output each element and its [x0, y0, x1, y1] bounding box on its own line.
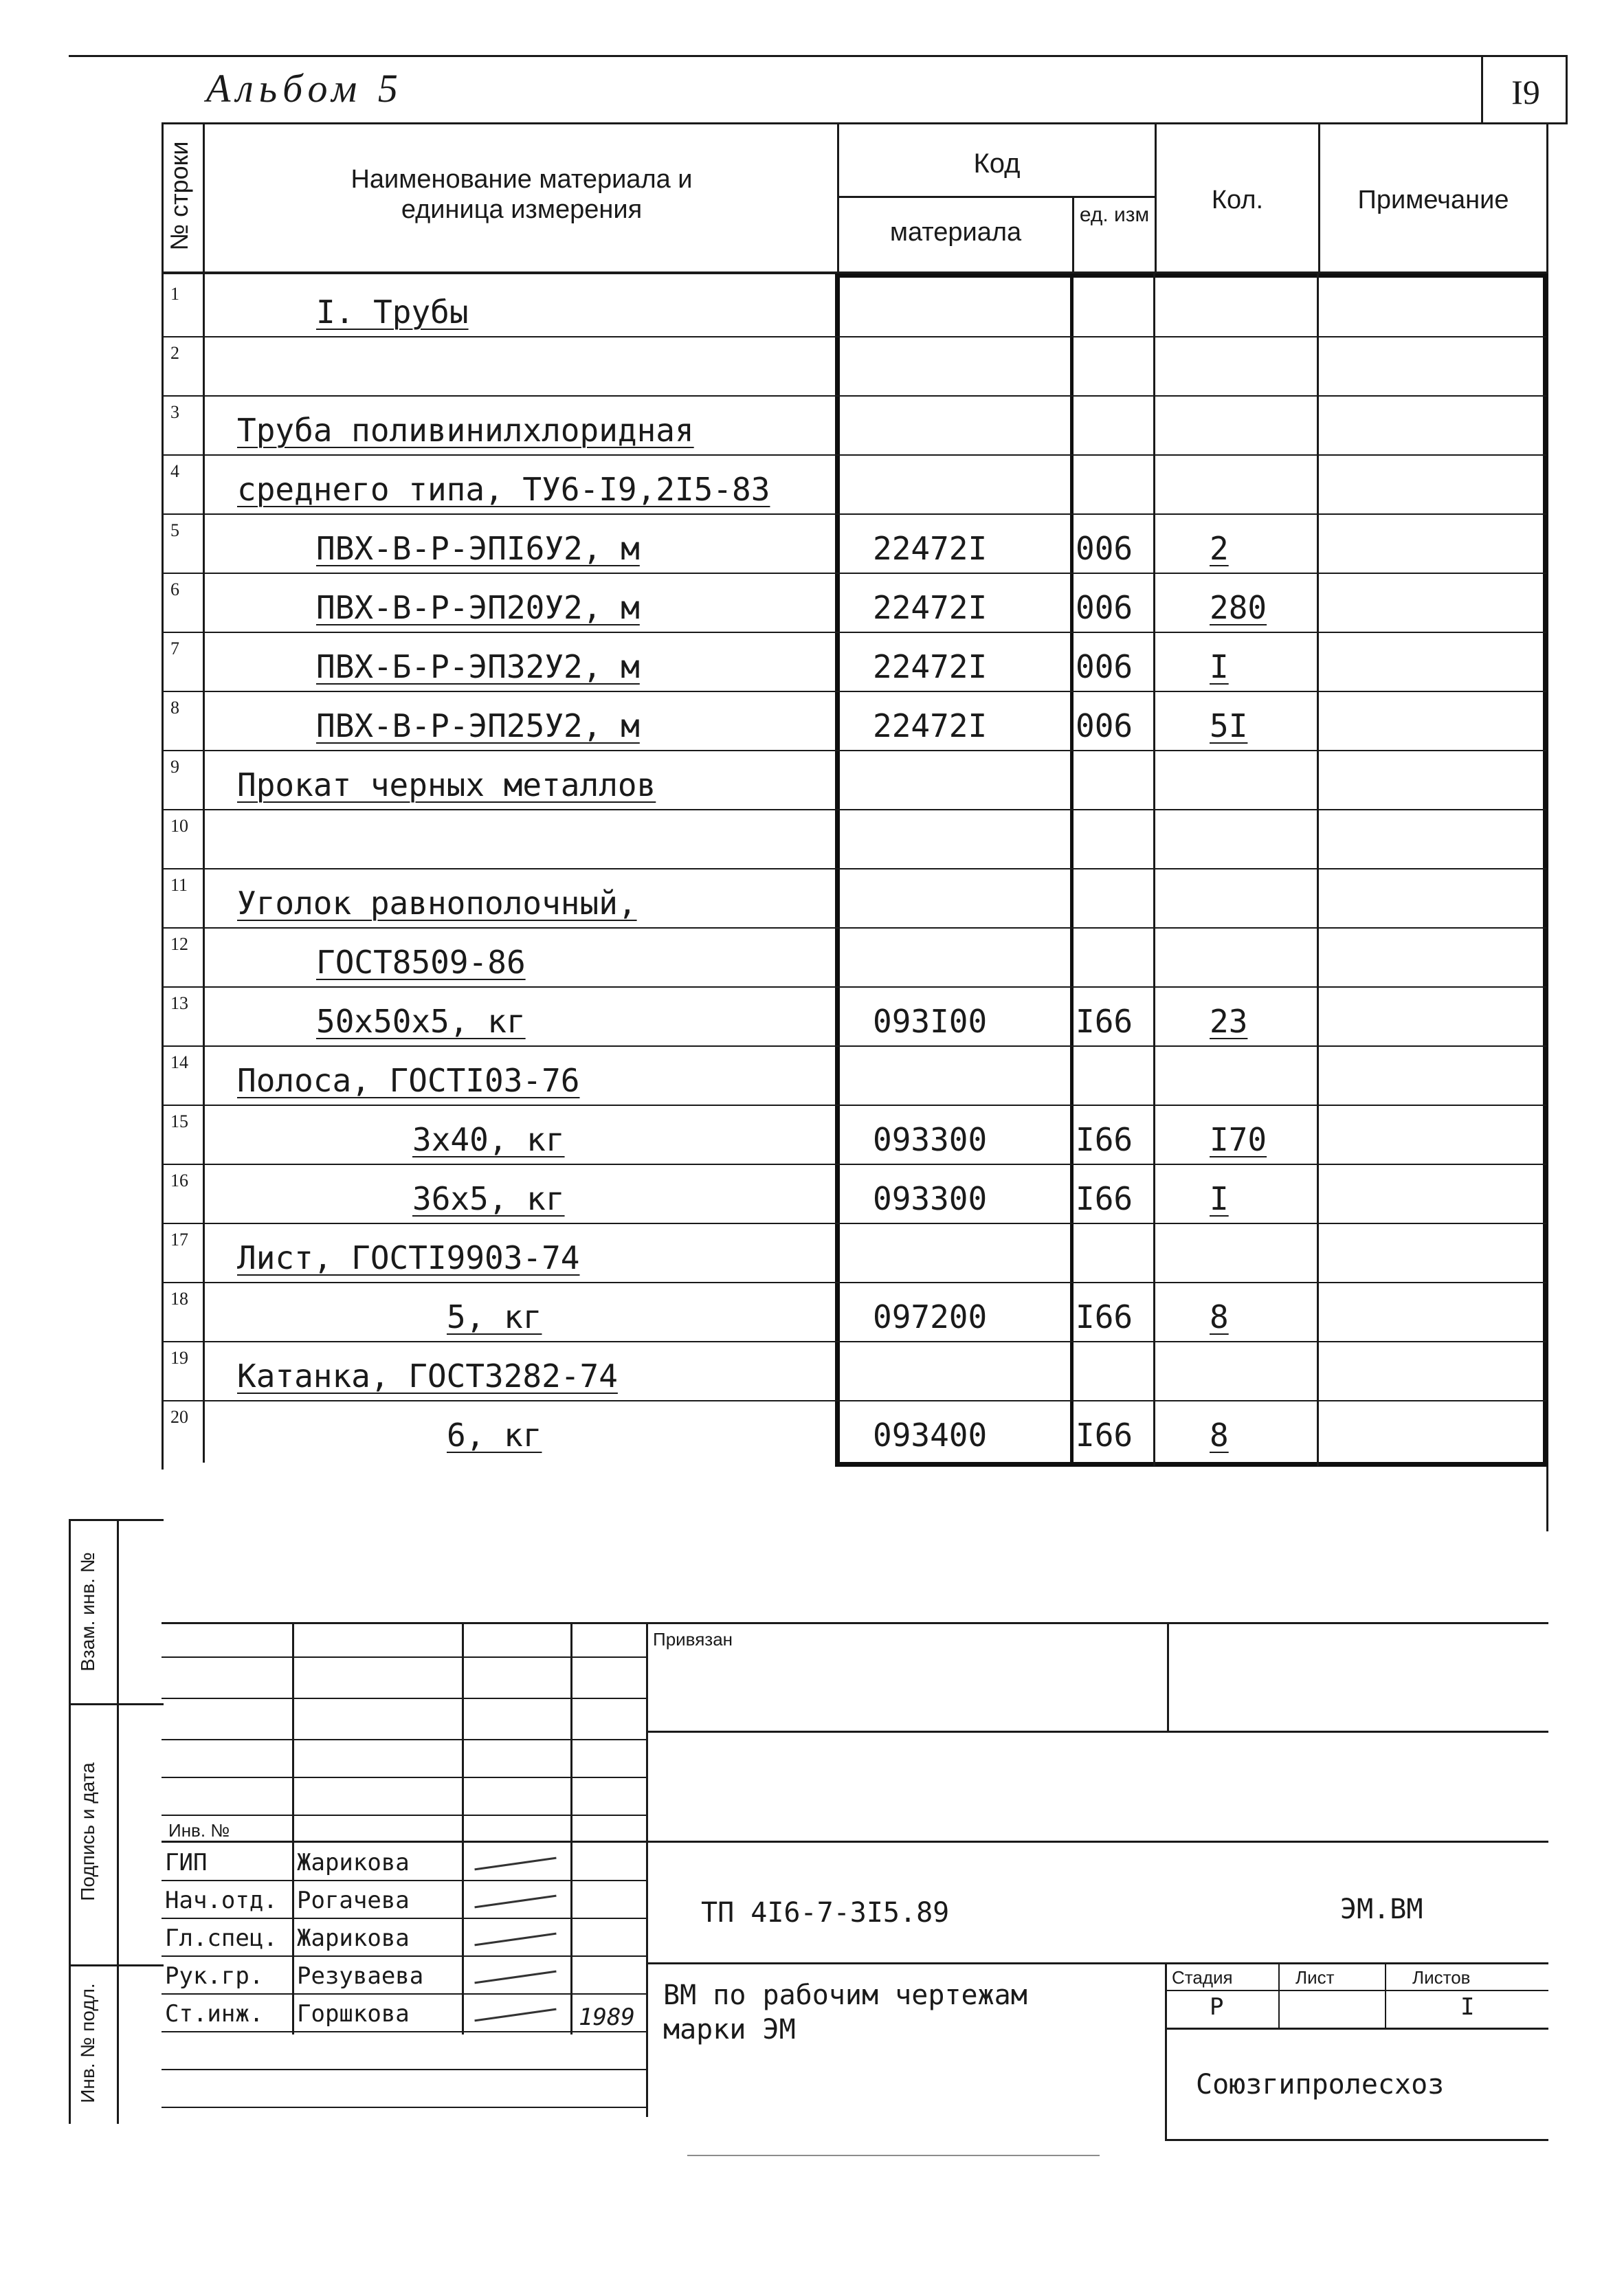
- header-name-line2: единица измерения: [401, 195, 643, 224]
- row-number: 7: [170, 639, 179, 658]
- header-code: Код: [973, 148, 1021, 179]
- quantity: 8: [1210, 1298, 1229, 1335]
- row-divider: [164, 986, 1546, 988]
- stamp-row-b: [162, 1918, 646, 1919]
- material-name: 6, кг: [447, 1417, 542, 1454]
- sheets-value: I: [1460, 1993, 1475, 2021]
- signature-mark: [474, 1895, 556, 1909]
- signer-name: Рогачева: [297, 1887, 410, 1914]
- row-divider: [164, 809, 1546, 810]
- stamp-row-a: [162, 1880, 646, 1881]
- stamp-vline-right: [1167, 1622, 1169, 1732]
- inv-no-label: Инв. №: [168, 1820, 230, 1841]
- row-number: 19: [170, 1348, 188, 1368]
- row-divider: [164, 632, 1546, 633]
- unit-code: I66: [1076, 1298, 1133, 1335]
- stamp-stage-row2: [1165, 2028, 1548, 2030]
- row-number: 20: [170, 1407, 188, 1427]
- material-name: I. Трубы: [316, 293, 469, 331]
- row-divider: [164, 395, 1546, 397]
- material-name: 36x5, кг: [412, 1180, 565, 1217]
- stamp-privyazan-bottom: [646, 1731, 1548, 1733]
- material-name: ГОСТ8509-86: [316, 944, 526, 981]
- unit-code: I66: [1076, 1417, 1133, 1454]
- quantity: 8: [1210, 1417, 1229, 1454]
- quantity: I: [1210, 1180, 1229, 1217]
- unit-code: 006: [1076, 648, 1133, 685]
- quantity: I70: [1210, 1121, 1267, 1158]
- rownum-col-border: [203, 122, 205, 1463]
- row-number: 9: [170, 757, 179, 777]
- row-number: 1: [170, 284, 179, 304]
- row-divider: [164, 927, 1546, 929]
- side-label-vzam: Взам. инв. №: [77, 1552, 98, 1672]
- unit-code: I66: [1076, 1180, 1133, 1217]
- row-number: 6: [170, 579, 179, 599]
- row-number: 2: [170, 343, 179, 363]
- doc-code: ТП 4І6-7-3І5.89: [701, 1897, 950, 1929]
- header-unit: ед. изм: [1079, 203, 1150, 226]
- privyazan-label: Привязан: [653, 1629, 733, 1650]
- material-name: Лист, ГОСТI9903-74: [237, 1239, 580, 1276]
- page-box-left: [1481, 55, 1483, 124]
- material-name: 50x50x5, кг: [316, 1003, 526, 1040]
- quantity: 5I: [1210, 707, 1248, 744]
- data-frame-bottom: [835, 1462, 1548, 1467]
- row-divider: [164, 691, 1546, 692]
- doc-title-line1: ВМ по рабочим чертежам: [663, 1980, 1027, 2011]
- material-code: 093300: [873, 1121, 988, 1158]
- signer-name: Горшкова: [297, 2000, 410, 2028]
- page-number: I9: [1511, 73, 1540, 111]
- row-divider: [164, 336, 1546, 337]
- signature-mark: [474, 1857, 556, 1871]
- stamp-row-d: [162, 1993, 646, 1995]
- row-number: 14: [170, 1052, 188, 1072]
- row-divider: [164, 454, 1546, 456]
- stamp-left-bottom-line: [162, 2107, 646, 2108]
- row-number: 15: [170, 1111, 188, 1131]
- stamp-stage-vline: [1165, 1962, 1167, 2141]
- data-frame-right: [1543, 274, 1548, 1466]
- table-left-border: [162, 122, 164, 1470]
- side-col-right-top: [117, 1519, 119, 2124]
- row-divider: [164, 1223, 1546, 1224]
- unit-code: 006: [1076, 530, 1133, 567]
- material-name: Катанка, ГОСТ3282-74: [237, 1357, 618, 1395]
- material-code: 22472I: [873, 530, 988, 567]
- stamp-vline-3: [570, 1622, 572, 2034]
- stamp-row-c: [162, 1955, 646, 1957]
- side-label-inv: Инв. № подл.: [77, 1983, 98, 2103]
- header-material: материала: [889, 218, 1022, 247]
- frame-top-line: [162, 122, 1568, 124]
- side-col-div2: [69, 1964, 164, 1966]
- quantity: 280: [1210, 589, 1267, 626]
- quantity: I: [1210, 648, 1229, 685]
- unit-col-data-border: [1070, 274, 1074, 1466]
- doc-title-line2: марки ЭМ: [663, 2014, 796, 2045]
- material-name: ПВХ-Б-Р-ЭП32У2, м: [316, 648, 640, 685]
- material-name: 3x40, кг: [412, 1121, 565, 1158]
- stamp-inner-row2: [162, 1698, 646, 1699]
- stamp-main-divider: [162, 1841, 1548, 1843]
- row-number: 16: [170, 1171, 188, 1190]
- album-title: Альбом 5: [206, 66, 403, 111]
- signer-name: Жарикова: [297, 1849, 410, 1876]
- side-col-left: [69, 1519, 71, 2124]
- stamp-stage-row: [1165, 1990, 1548, 1991]
- stamp-top-line: [162, 1622, 1548, 1624]
- stamp-vline-left: [292, 1622, 294, 2034]
- material-name: ПВХ-В-Р-ЭПI6У2, м: [316, 530, 640, 567]
- doc-mark: ЭМ.ВМ: [1340, 1894, 1423, 1925]
- row-number: 5: [170, 520, 179, 540]
- signer-role: Гл.спец.: [165, 1925, 278, 1952]
- side-col-top: [69, 1519, 164, 1521]
- top-frame-line: [69, 55, 1567, 57]
- row-number: 4: [170, 461, 179, 481]
- row-divider: [164, 1164, 1546, 1165]
- stamp-row-f: [162, 2069, 646, 2070]
- unit-code: I66: [1076, 1003, 1133, 1040]
- header-qty: Кол.: [1211, 186, 1264, 214]
- note-col-data-border: [1317, 274, 1319, 1466]
- unit-code: 006: [1076, 707, 1133, 744]
- material-name: Прокат черных металлов: [237, 766, 656, 803]
- stamp-inner-row3: [162, 1739, 646, 1740]
- row-number: 18: [170, 1289, 188, 1309]
- signature-mark: [474, 1971, 556, 1984]
- row-divider: [164, 1045, 1546, 1047]
- stage-label: Стадия: [1172, 1967, 1233, 1988]
- header-name-line1: Наименование материала и: [351, 165, 693, 194]
- signer-role: ГИП: [165, 1849, 208, 1876]
- row-divider: [164, 750, 1546, 751]
- signer-name: Жарикова: [297, 1925, 410, 1952]
- stamp-sheets-vline: [1385, 1962, 1386, 2028]
- material-code: 22472I: [873, 707, 988, 744]
- material-name: Уголок равнополочный,: [237, 885, 637, 922]
- row-number: 13: [170, 993, 188, 1013]
- row-number: 3: [170, 402, 179, 422]
- quantity: 2: [1210, 530, 1229, 567]
- header-note: Примечание: [1357, 186, 1509, 214]
- material-name: ПВХ-В-Р-ЭП25У2, м: [316, 707, 640, 744]
- stamp-vline-2: [462, 1622, 464, 2034]
- header-row-no: № строки: [165, 141, 193, 251]
- material-name: Полоса, ГОСТI03-76: [237, 1062, 580, 1099]
- signer-role: Ст.инж.: [165, 2000, 264, 2028]
- sheet-label: Лист: [1295, 1967, 1335, 1988]
- organization-name: Союзгипролесхоз: [1196, 2069, 1445, 2100]
- row-number: 10: [170, 816, 188, 836]
- row-number: 11: [170, 875, 188, 895]
- material-name: среднего типа, ТУ6-I9,2I5-83: [237, 471, 770, 508]
- material-code: 093300: [873, 1180, 988, 1217]
- row-divider: [164, 868, 1546, 869]
- signer-role: Рук.гр.: [165, 1962, 264, 1990]
- sign-date: 1989: [579, 2004, 635, 2031]
- material-code: 093I00: [873, 1003, 988, 1040]
- row-number: 17: [170, 1230, 188, 1250]
- bottom-dash-line: [687, 2155, 1100, 2156]
- quantity: 23: [1210, 1003, 1248, 1040]
- stamp-inner-row4: [162, 1777, 646, 1778]
- row-divider: [164, 1341, 1546, 1342]
- material-name: Труба поливинилхлоридная: [237, 412, 694, 449]
- stamp-sheet-vline: [1278, 1962, 1280, 2028]
- code-header-divider: [837, 196, 1155, 198]
- row-divider: [164, 1105, 1546, 1106]
- unit-code: I66: [1076, 1121, 1133, 1158]
- data-frame-top: [835, 274, 1548, 278]
- stamp-inner-row5: [162, 1815, 646, 1816]
- signer-name: Резуваева: [297, 1962, 424, 1990]
- material-code: 097200: [873, 1298, 988, 1335]
- material-name: 5, кг: [447, 1298, 542, 1335]
- stamp-bottom-line: [1165, 2139, 1548, 2141]
- name-col-border: [837, 122, 839, 274]
- material-code: 22472I: [873, 589, 988, 626]
- row-divider: [164, 1400, 1546, 1401]
- signer-role: Нач.отд.: [165, 1887, 278, 1914]
- material-name: ПВХ-В-Р-ЭП20У2, м: [316, 589, 640, 626]
- material-code: 22472I: [873, 648, 988, 685]
- stamp-row-e: [162, 2031, 646, 2032]
- data-frame-left: [835, 274, 840, 1466]
- qty-col-data-border: [1153, 274, 1155, 1466]
- row-number: 8: [170, 698, 179, 718]
- stamp-vline-main: [646, 1622, 648, 2117]
- stamp-title-divider: [646, 1962, 1548, 1964]
- stage-value: Р: [1210, 1993, 1224, 2021]
- sheets-label: Листов: [1412, 1967, 1471, 1988]
- signature-mark: [474, 2008, 556, 2022]
- row-divider: [164, 513, 1546, 515]
- signature-mark: [474, 1933, 556, 1947]
- side-label-podpis: Подпись и дата: [77, 1762, 98, 1901]
- row-divider: [164, 1282, 1546, 1283]
- row-number: 12: [170, 934, 188, 954]
- stamp-inner-row1: [162, 1656, 646, 1658]
- row-divider: [164, 573, 1546, 574]
- unit-code: 006: [1076, 589, 1133, 626]
- page-box-right: [1566, 55, 1568, 124]
- material-code: 093400: [873, 1417, 988, 1454]
